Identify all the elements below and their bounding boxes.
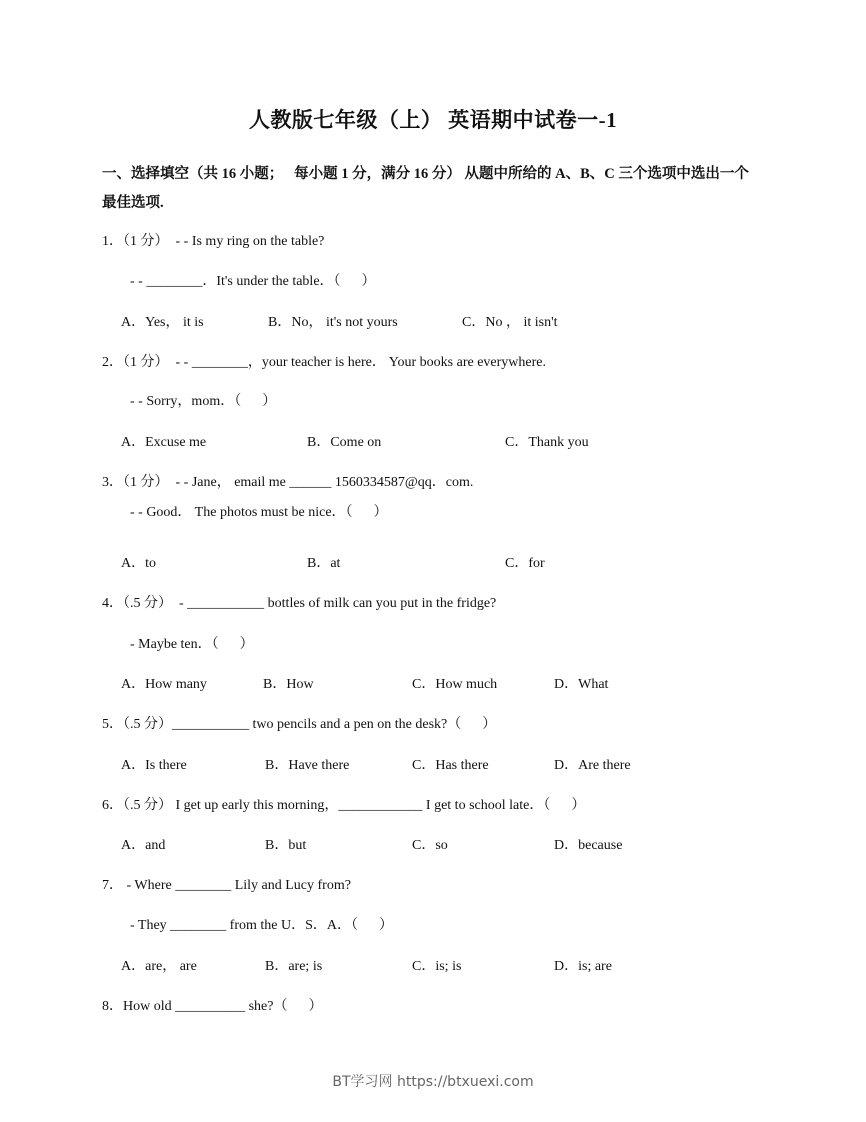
question-1-option-b: B．No， it's not yours bbox=[268, 315, 398, 330]
question-3-option-c: C．for bbox=[505, 556, 545, 571]
question-5-option-b: B．Have there bbox=[265, 758, 350, 773]
question-2-option-c: C．Thank you bbox=[505, 435, 589, 450]
question-3-reply: - - Good． The photos must be nice．（ ） bbox=[130, 505, 388, 520]
question-7-option-c: C．is; is bbox=[412, 959, 462, 974]
section-instruction-line-1: 一、选择填空（共 16 小题； 每小题 1 分，满分 16 分） 从题中所给的 A、B、C 三个选项中选出一个 bbox=[102, 166, 749, 182]
question-2-reply: - - Sorry，mom．（ ） bbox=[130, 394, 277, 409]
question-1-reply: - - ________．It's under the table．（ ） bbox=[130, 274, 376, 289]
question-1-stem: 1．（1 分） - - Is my ring on the table? bbox=[102, 234, 325, 249]
question-6-stem: 6．（.5 分） I get up early this morning，____________ I get to school late．（ ） bbox=[102, 798, 586, 813]
question-4-option-b: B．How bbox=[263, 677, 314, 692]
question-6-option-a: A．and bbox=[121, 838, 166, 853]
question-4-option-d: D．What bbox=[554, 677, 609, 692]
question-2-option-a: A．Excuse me bbox=[121, 435, 207, 450]
question-5-option-d: D．Are there bbox=[554, 758, 631, 773]
question-1-option-a: A．Yes， it is bbox=[121, 315, 204, 330]
question-5-stem: 5．（.5 分）___________ two pencils and a pen on the desk?（ ） bbox=[102, 717, 497, 732]
question-4-reply: - Maybe ten．（ ） bbox=[130, 637, 254, 652]
question-7-stem: 7． - Where ________ Lily and Lucy from? bbox=[102, 878, 351, 893]
question-7-reply: - They ________ from the U．S．A．（ ） bbox=[130, 918, 393, 933]
question-5-option-a: A．Is there bbox=[121, 758, 187, 773]
question-8-stem: 8．How old __________ she?（ ） bbox=[102, 999, 323, 1014]
question-1-option-c: C．No ， it isn't bbox=[462, 315, 558, 330]
question-3-option-a: A．to bbox=[121, 556, 156, 571]
question-7-option-b: B．are; is bbox=[265, 959, 323, 974]
question-3-option-b: B．at bbox=[307, 556, 341, 571]
question-2-option-b: B．Come on bbox=[307, 435, 382, 450]
question-6-option-d: D．because bbox=[554, 838, 623, 853]
footer-watermark: BT学习网 https://btxuexi.com bbox=[332, 1074, 534, 1090]
question-7-option-d: D．is; are bbox=[554, 959, 612, 974]
question-4-option-c: C．How much bbox=[412, 677, 498, 692]
question-4-stem: 4．（.5 分） - ___________ bottles of milk can you put in the fridge? bbox=[102, 596, 497, 611]
question-4-option-a: A．How many bbox=[121, 677, 207, 692]
question-3-stem: 3．（1 分） - - Jane， email me ______ 1560334587@qq．com. bbox=[102, 475, 474, 490]
question-6-option-b: B．but bbox=[265, 838, 307, 853]
page-title: 人教版七年级（上） 英语期中试卷一-1 bbox=[248, 108, 618, 132]
question-5-option-c: C．Has there bbox=[412, 758, 489, 773]
section-instruction-line-2: 最佳选项. bbox=[102, 195, 164, 211]
question-6-option-c: C．so bbox=[412, 838, 448, 853]
question-2-stem: 2．（1 分） - - ________，your teacher is here． Your books are everywhere. bbox=[102, 355, 547, 370]
question-7-option-a: A．are， are bbox=[121, 959, 197, 974]
